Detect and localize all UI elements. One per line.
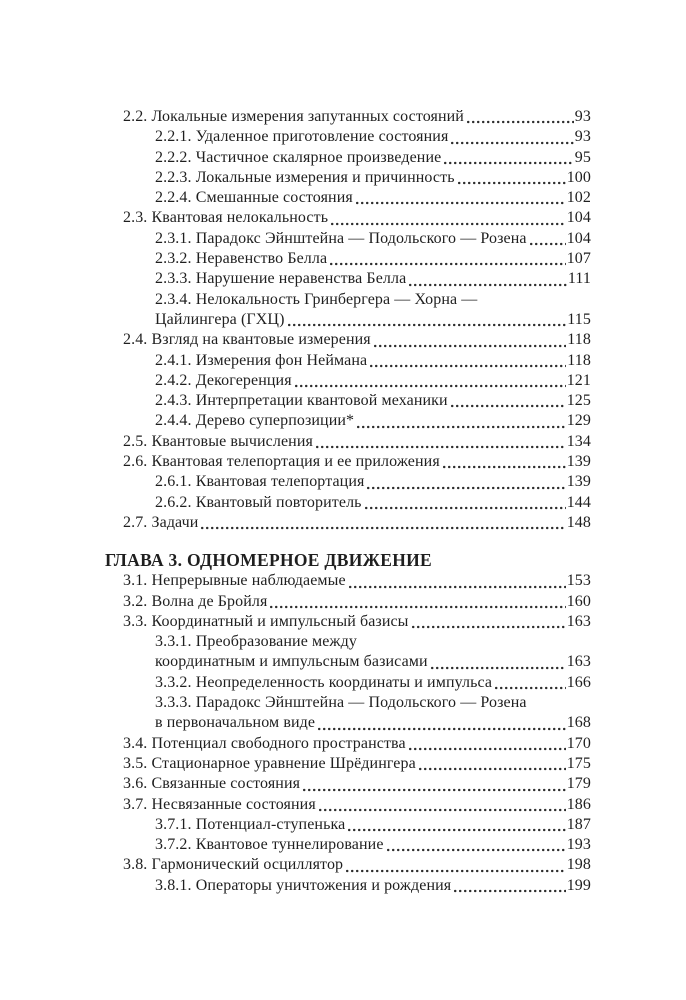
page-number: 107	[566, 250, 591, 268]
toc-entry	[105, 774, 591, 794]
page-number: 118	[567, 351, 591, 369]
entry-title: 3.7.2. Квантовое туннелирование	[155, 836, 384, 854]
dot-leader	[288, 323, 567, 327]
toc-entry	[105, 107, 591, 127]
dot-leader	[316, 445, 566, 449]
dot-leader	[467, 120, 574, 124]
entry-title: 3.5. Стационарное уравнение Шрёдингера	[123, 754, 416, 772]
dot-leader	[346, 869, 566, 873]
page-number: 187	[566, 815, 591, 833]
page-number: 193	[566, 836, 591, 854]
toc-entry	[105, 612, 591, 632]
toc-entry	[105, 472, 591, 492]
entry-title: 2.2.3. Локальные измерения и причинность	[155, 168, 455, 186]
toc-entry	[105, 493, 591, 513]
entry-title: 3.6. Связанные состояния	[123, 775, 301, 793]
page-number: 148	[566, 513, 591, 531]
dot-leader	[201, 526, 565, 530]
entry-title: 2.3.1. Парадокс Эйнштейна — Подольского — Розена	[155, 229, 527, 247]
toc-entry	[105, 592, 591, 612]
entry-title: 3.7. Несвязанные состояния	[123, 795, 316, 813]
dot-leader	[409, 283, 567, 287]
entry-title: 2.3. Квантовая нелокальность	[123, 209, 329, 227]
entry-title: 2.4.3. Интерпретации квантовой механики	[155, 392, 448, 410]
dot-leader	[365, 506, 566, 510]
dot-leader	[349, 585, 566, 589]
toc-entry	[105, 269, 591, 289]
page-number: 144	[566, 493, 591, 511]
entry-title: 2.2.2. Частичное скалярное произведение	[155, 148, 442, 166]
entry-title: 2.6. Квантовая телепортация и ее приложения	[123, 453, 440, 471]
page-number: 111	[567, 270, 591, 288]
dot-leader	[530, 242, 566, 246]
page-number: 93	[574, 108, 591, 125]
dot-leader	[374, 344, 567, 348]
dot-leader	[431, 666, 566, 670]
toc-entry	[105, 693, 591, 713]
entry-title: 2.4.2. Декогеренция	[155, 371, 292, 389]
toc-entry	[105, 571, 591, 591]
entry-title: 3.8.1. Операторы уничтожения и рождения	[155, 876, 452, 894]
dot-leader	[444, 161, 573, 165]
entry-title: 2.4.1. Измерения фон Неймана	[155, 351, 368, 369]
page-number: 175	[566, 754, 591, 772]
toc-entry	[105, 815, 591, 835]
page-number: 102	[566, 189, 591, 207]
page-number: 129	[566, 412, 591, 430]
toc-entry	[105, 734, 591, 754]
toc-entry	[105, 652, 591, 672]
page-number: 168	[566, 714, 591, 732]
toc-entry	[105, 290, 591, 310]
page-number: 121	[566, 371, 591, 389]
toc-entry	[105, 855, 591, 875]
toc-entry	[105, 148, 591, 168]
dot-leader	[454, 889, 565, 893]
toc-entry	[105, 371, 591, 391]
dot-leader	[451, 141, 573, 145]
entry-title: 2.5. Квантовые вычисления	[123, 432, 313, 450]
page-number: 179	[566, 775, 591, 793]
page-number: 134	[566, 432, 591, 450]
entry-title: 2.3.3. Нарушение неравенства Белла	[155, 270, 407, 288]
dot-leader	[419, 767, 566, 771]
dot-leader	[348, 828, 565, 832]
page-number: 198	[566, 856, 591, 874]
entry-title: 2.2.1. Удаленное приготовление состояния	[155, 128, 449, 146]
table-of-contents	[105, 107, 591, 896]
entry-title: 3.3. Координатный и импульсный базисы	[123, 612, 409, 630]
entry-title: 2.4.4. Дерево суперпозиции*	[155, 412, 355, 430]
dot-leader	[387, 848, 566, 852]
toc-entry	[105, 229, 591, 249]
page-number: 104	[566, 229, 591, 247]
page-number: 160	[566, 592, 591, 610]
page-number: 118	[567, 331, 591, 349]
entry-title: 2.2.4. Смешанные состояния	[155, 189, 353, 207]
page-number: 139	[566, 453, 591, 471]
toc-entry	[105, 835, 591, 855]
toc-entry	[105, 754, 591, 774]
dot-leader	[495, 686, 566, 690]
page-number: 125	[566, 392, 591, 410]
dot-leader	[330, 262, 566, 266]
dot-leader	[270, 605, 565, 609]
entry-title: 3.7.1. Потенциал-ступенька	[155, 815, 346, 833]
entry-title: 2.6.2. Квантовый повторитель	[155, 493, 362, 511]
entry-title: 2.3.4. Нелокальность Гринбергера — Хорна —	[155, 290, 478, 308]
toc-entry	[105, 452, 591, 472]
entry-title: 2.4. Взгляд на квантовые измерения	[123, 331, 371, 349]
entry-title: 3.2. Волна де Бройля	[123, 592, 268, 610]
page-number: 170	[566, 734, 591, 752]
dot-leader	[443, 465, 566, 469]
toc-entry	[105, 876, 591, 896]
dot-leader	[367, 486, 565, 490]
toc-entry	[105, 432, 591, 452]
entry-title: 3.8. Гармонический осциллятор	[123, 856, 344, 874]
dot-leader	[331, 222, 566, 226]
page-number: 153	[566, 572, 591, 590]
page-number: 100	[566, 168, 591, 186]
toc-entry	[105, 208, 591, 228]
page-number: 163	[566, 612, 591, 630]
page-number: 115	[567, 310, 591, 328]
toc-entry	[105, 632, 591, 652]
toc-entry	[105, 673, 591, 693]
entry-title: Цайлингера (ГХЦ)	[155, 310, 285, 328]
dot-leader	[412, 625, 566, 629]
entry-title: 3.3.3. Парадокс Эйнштейна — Подольского — Розена	[155, 694, 527, 712]
dot-leader	[357, 425, 566, 429]
entry-title: 2.6.1. Квантовая телепортация	[155, 473, 365, 491]
page-number: 139	[566, 473, 591, 491]
page-number: 95	[574, 148, 591, 166]
entry-title: 3.1. Непрерывные наблюдаемые	[123, 572, 346, 590]
dot-leader	[370, 364, 566, 368]
page-number: 104	[566, 209, 591, 227]
page-number: 199	[566, 876, 591, 894]
page-number: 163	[566, 653, 591, 671]
page-number: 93	[574, 128, 591, 146]
page-number: 186	[566, 795, 591, 813]
dot-leader	[318, 727, 566, 731]
dot-leader	[356, 201, 566, 205]
toc-entry	[105, 795, 591, 815]
toc-entry	[105, 351, 591, 371]
dot-leader	[451, 404, 566, 408]
dot-leader	[458, 181, 566, 185]
dot-leader	[409, 747, 566, 751]
toc-entry	[105, 411, 591, 431]
entry-title: 2.3.2. Неравенство Белла	[155, 250, 328, 268]
dot-leader	[319, 808, 566, 812]
entry-title: 2.2. Локальные измерения запутанных состояний	[123, 108, 464, 125]
toc-entry	[105, 713, 591, 733]
toc-entry	[105, 127, 591, 147]
dot-leader	[303, 788, 566, 792]
dot-leader	[295, 384, 566, 388]
toc-entry	[105, 513, 591, 533]
toc-entry	[105, 188, 591, 208]
chapter-heading: ГЛАВА 3. ОДНОМЕРНОЕ ДВИЖЕНИЕ	[105, 550, 433, 571]
toc-entry	[105, 249, 591, 269]
toc-entry	[105, 168, 591, 188]
toc-entry	[105, 330, 591, 350]
entry-title: 2.7. Задачи	[123, 513, 199, 531]
entry-title: 3.3.1. Преобразование между	[155, 633, 357, 651]
toc-entry	[105, 391, 591, 411]
entry-title: координатным и импульсным базисами	[155, 653, 428, 671]
toc-entry	[105, 310, 591, 330]
entry-title: 3.3.2. Неопределенность координаты и импульса	[155, 673, 493, 691]
entry-title: 3.4. Потенциал свободного пространства	[123, 734, 406, 752]
page-number: 166	[566, 673, 591, 691]
entry-title: в первоначальном виде	[155, 714, 316, 732]
